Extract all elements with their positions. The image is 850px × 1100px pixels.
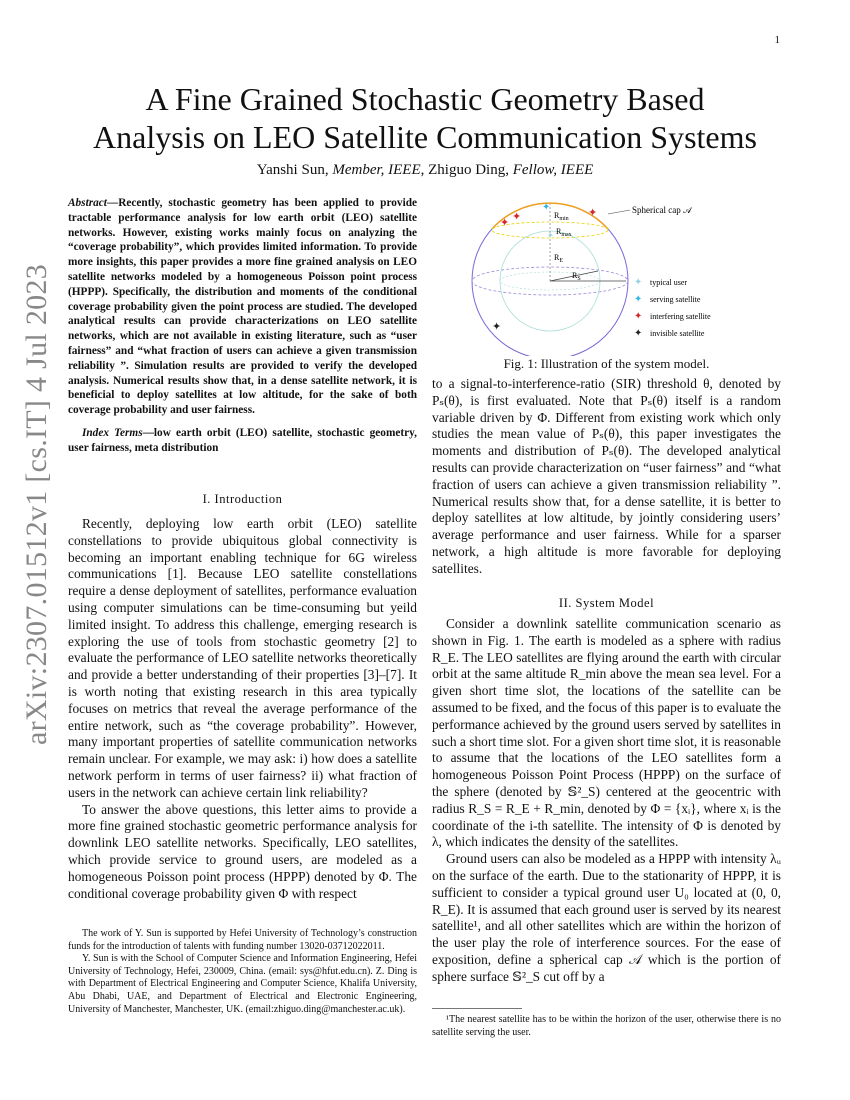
author-2-role: Fellow, IEEE xyxy=(512,162,594,178)
figure-caption: Fig. 1: Illustration of the system model. xyxy=(503,356,710,371)
page-number: 1 xyxy=(774,34,780,46)
left-footnotes xyxy=(68,928,417,1016)
legend-interfering-satellite: interfering satellite xyxy=(650,312,711,321)
author-line xyxy=(60,162,790,179)
index-terms-text: —low earth orbit (LEO) satellite, stochastic geometry, user fairness, meta distribution xyxy=(68,426,417,454)
system-model-paragraph-1: Consider a downlink satellite communication scenario as shown in Fig. 1. The earth is modeled as a sphere with radius R_E. The LEO satellites are flying around the earth with circular orbit at the same altitude R_min above the mean sea level. For a given short time slot, the locations of the satellite can be assumed to be fixed, and the focus of this paper is to evaluate the performance achieved by the ground users served by satellites in such a short time slot. For a given short time slot, it is reasonable to assume that the locations of the LEO satellites form a homogeneous Poisson Point Process (HPPP) on the surface of the sphere (denoted by 𝕊²_S) centered at the geocentric with radius R_S = R_E + R_min, denoted by Φ = {xᵢ}, where xᵢ is the coordinate of the i-th satellite. The intensity of Φ is denoted by λ, which indicates the density of the satellites. xyxy=(432,616,781,850)
author-1-role: Member, IEEE xyxy=(332,162,421,178)
right-intro-body xyxy=(432,376,781,578)
index-terms-label: Index Terms xyxy=(82,426,143,439)
rmax-label: $R_{max}$ xyxy=(556,227,572,238)
left-column xyxy=(68,196,417,456)
system-model-figure xyxy=(470,196,770,356)
legend-interfering-satellite-icon: ✦ xyxy=(634,311,643,322)
funding-footnote-text: The work of Y. Sun is supported by Hefei University of Technology’s construction funds for the introduction of talents with funding number 13020-03712022011. xyxy=(68,928,417,952)
rmin-label: $R_{min}$ xyxy=(554,211,569,222)
affiliation-footnote-text: Y. Sun is with the School of Computer Science and Information Engineering, Hefei University of Technology, Hefei, 230009, China. (email: sys@hfut.edu.cn). Z. Ding is with Department of Electrical Engineering and Computer Science, Khalifa University, Abu Dhabi, UAE, and Department of Electrical and Electronic Engineering, University of Manchester, Manchester, UK. (email:zhiguo.ding@manchester.ac.uk). xyxy=(68,953,417,1015)
legend-typical-user-icon: ✦ xyxy=(634,277,643,288)
serving-satellite-marker: ✦ xyxy=(542,202,551,213)
spherical-cap-label: Spherical cap 𝒜 xyxy=(632,205,692,215)
abstract-text: —Recently, stochastic geometry has been applied to provide tractable performance analysis for low earth orbit (LEO) satellite networks. However, existing works mainly focus on analyzing the “coverage probability”, which provides limited information. To provide more insights, this paper provides a more fine grained analysis on LEO satellite networks modeled by a homogeneous Poisson point process (HPPP). Specifically, the distribution and moments of the conditional coverage probability given the point process are studied. The developed analytical results can provide characterizations on LEO satellite networks, which are not available in existing literature, such as “user fairness” and “what fraction of users can achieve a given transmission reliability ”. Simulation results are provided to verify the developed analysis. Numerical results show that, in a dense satellite network, it is beneficial to deploy satellites at low altitude, for the sake of both coverage probability and user fairness. xyxy=(68,197,417,417)
invisible-satellite-marker: ✦ xyxy=(492,321,502,333)
abstract xyxy=(68,196,417,418)
paper-title xyxy=(60,80,790,156)
legend-typical-user: typical user xyxy=(650,278,688,287)
author-1: Yanshi Sun, xyxy=(256,162,329,178)
interfering-satellite-marker: ✦ xyxy=(500,217,510,229)
legend-serving-satellite-icon: ✦ xyxy=(634,294,643,305)
system-model-diagram xyxy=(470,196,770,356)
legend-invisible-satellite-icon: ✦ xyxy=(634,328,643,339)
system-model-body xyxy=(432,616,781,986)
intro-paragraph-1: Recently, deploying low earth orbit (LEO) satellite constellations to provide ubiquitous global connectivity is becoming an important enabling technique for 6G wireless communications [1]. Because LEO satellite constellations require a dense deployment of satellites, performance evaluation using computer simulations can be time-consuming but yeild limited insight. To address this challenge, emerging research is exploring the use of tools from stochastic geometry [2] to evaluate the performance of LEO satellite networks theoretically and provide a better understanding of their properties [3]–[7]. It is worth noting that existing research in this area typically focuses on metrics that reveal the average performance of the entire network, such as “the coverage probability”. However, many important properties of satellite communication networks remain unclear. For example, we may ask: i) how does a satellite network perform in terms of user fairness? ii) what fraction of users in the network can achieve certain link reliability? xyxy=(68,516,417,800)
nearest-satellite-footnote xyxy=(432,1014,781,1039)
arxiv-identifier: arXiv:2307.01512v1 [cs.IT] 4 Jul 2023 xyxy=(20,263,53,745)
footnote-rule xyxy=(432,1008,522,1009)
affiliation-footnote xyxy=(68,953,417,1016)
title-line-1: A Fine Grained Stochastic Geometry Based xyxy=(145,81,705,117)
intro-continuation: to a signal-to-interference-ratio (SIR) threshold θ, denoted by Pₛ(θ), is first evaluated. Note that Pₛ(θ) itself is a random variable driven by Φ. Different from existing work which only studies the mean value of Pₛ(θ), this paper investigates the moments and distribution of Pₛ(θ). The developed analytical results can provide characterization on “user fairness” and “what fraction of users can achieve a given transmission reliability ”. Numerical results show that, for a dense satellite, it is better to deploy satellites at low altitude, by jointly considering users’ average performance and user fairness. While for a sparser network, a high altitude is more favorable for deploying satellites. xyxy=(432,376,781,576)
system-model-paragraph-2: Ground users can also be modeled as a HPPP with intensity λᵤ on the surface of the earth. Due to the stationarity of HPPP, it is sufficient to consider a typical ground user U₀ located at (0, 0, R_E). It is assumed that each ground user is served by its nearest satellite¹, and all other satellites which are within the horizon of the user play the role of interference sources. For the ease of exposition, define a spherical cap 𝒜 which is the portion of sphere surface 𝕊²_S cut off by a xyxy=(432,851,781,984)
nearest-satellite-footnote-text: ¹The nearest satellite has to be within the horizon of the user, otherwise there is no satellite serving the user. xyxy=(432,1014,781,1038)
title-line-2: Analysis on LEO Satellite Communication Systems xyxy=(93,119,757,155)
abstract-label: Abstract xyxy=(68,197,107,209)
legend-invisible-satellite: invisible satellite xyxy=(650,329,705,338)
funding-footnote xyxy=(68,928,417,953)
rs-label: $R_S$ xyxy=(572,271,581,282)
legend-serving-satellite: serving satellite xyxy=(650,295,701,304)
introduction-body xyxy=(68,516,417,902)
index-terms xyxy=(68,426,417,456)
interfering-satellite-marker: ✦ xyxy=(588,207,598,219)
intro-paragraph-2: To answer the above questions, this letter aims to provide a more fine grained stochastic geometric performance analysis for downlink LEO satellite networks. Specifically, LEO satellites, which provide service to ground users, are modeled as a homogeneous Poisson point process (HPPP) denoted by Φ. The conditional coverage probability given Φ with respect xyxy=(68,801,417,901)
interfering-satellite-marker: ✦ xyxy=(512,211,522,223)
cap-pointer-line xyxy=(608,210,630,214)
section-1-heading: I. Introduction xyxy=(202,492,283,506)
typical-user-marker: ✦ xyxy=(547,231,554,240)
section-2-heading: II. System Model xyxy=(558,596,655,610)
author-2: , Zhiguo Ding, xyxy=(420,162,509,178)
re-label: $R_E$ xyxy=(554,253,564,264)
